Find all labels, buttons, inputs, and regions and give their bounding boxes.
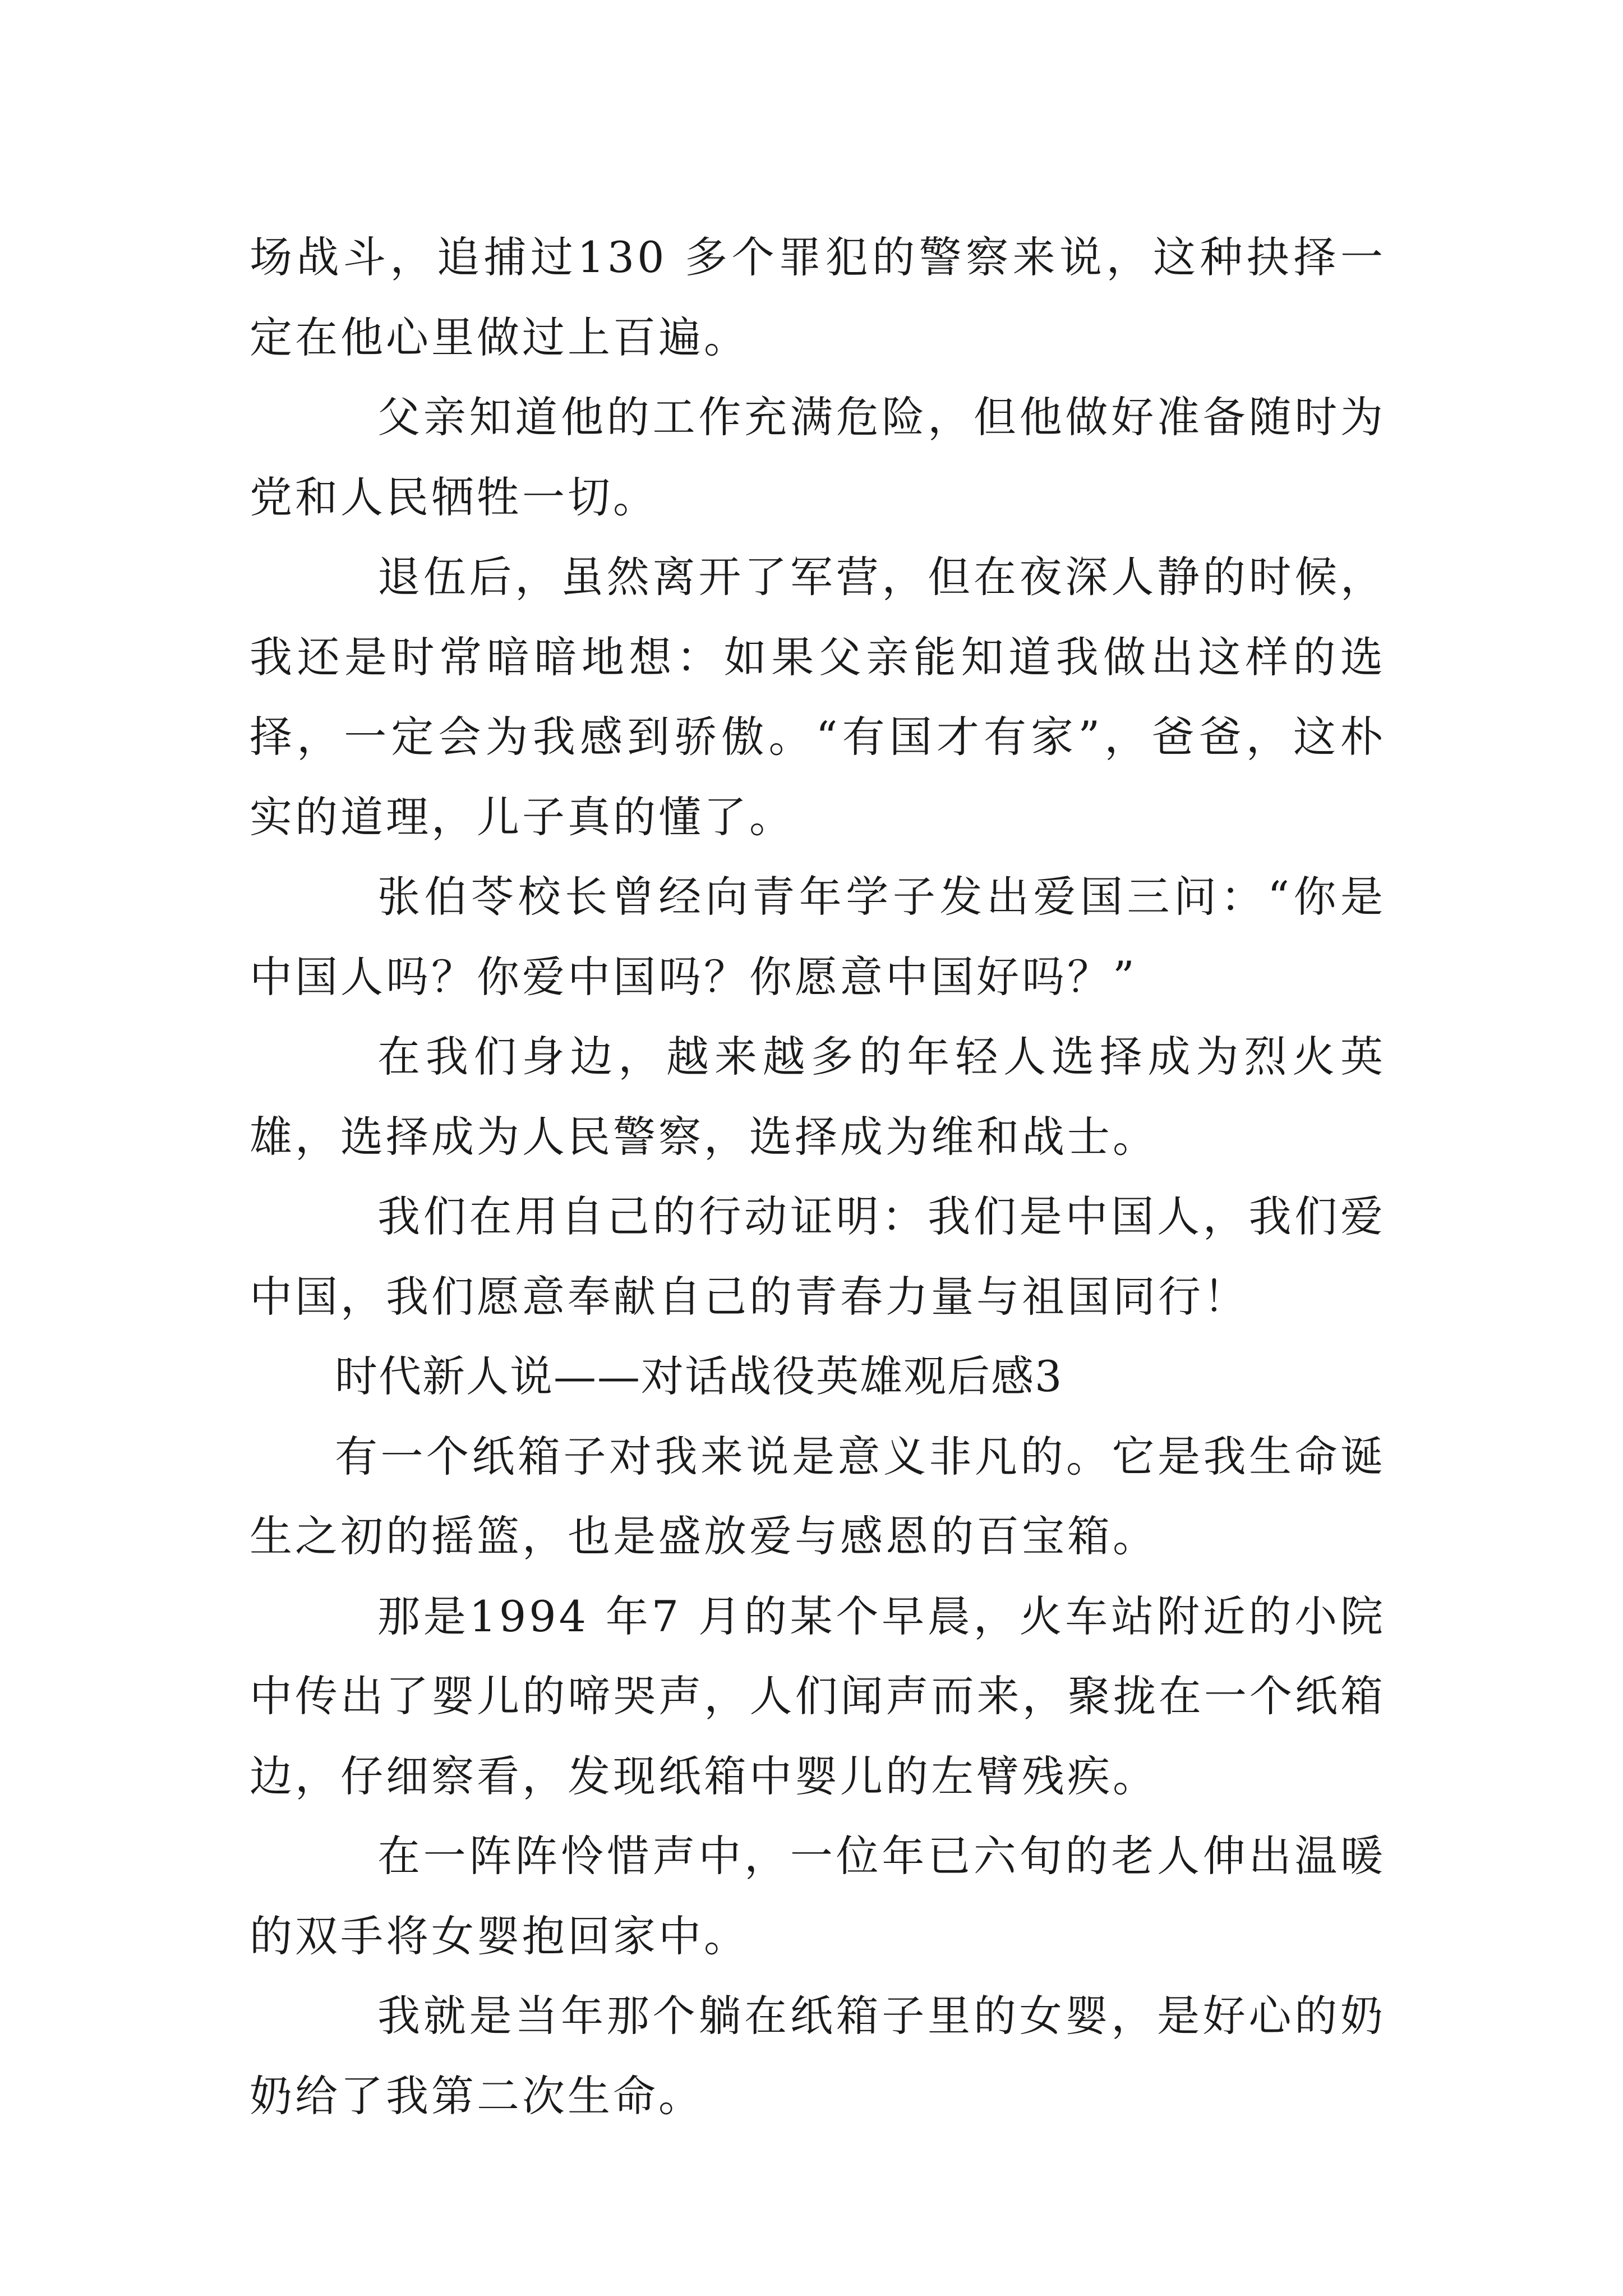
- paragraph: 父亲知道他的工作充满危险，但他做好准备随时为党和人民牺牲一切。: [250, 392, 1386, 522]
- body-text: [250, 218, 1386, 2136]
- paragraph: 场战斗，追捕过130 多个罪犯的警察来说，这种抉择一定在他心里做过上百遍。: [250, 232, 1386, 362]
- section-heading: 时代新人说——对话战役英雄观后感3: [335, 1351, 1063, 1401]
- paragraph: 我们在用自己的行动证明：我们是中国人，我们爱中国，我们愿意奉献自己的青春力量与祖国同行！: [250, 1191, 1386, 1322]
- paragraph: 那是1994 年7 月的某个早晨，火车站附近的小院中传出了婴儿的啼哭声，人们闻声而来，聚拢在一个纸箱边，仔细察看，发现纸箱中婴儿的左臂残疾。: [250, 1591, 1386, 1801]
- paragraph: 有一个纸箱子对我来说是意义非凡的。它是我生命诞生之初的摇篮，也是盛放爱与感恩的百宝箱。: [250, 1431, 1386, 1561]
- paragraph: 在一阵阵怜惜声中，一位年已六旬的老人伸出温暖的双手将女婴抱回家中。: [250, 1831, 1386, 1961]
- paragraph: 退伍后，虽然离开了军营，但在夜深人静的时候，我还是时常暗暗地想：如果父亲能知道我做出这样的选择，一定会为我感到骄傲。“有国才有家”，爸爸，这朴实的道理，儿子真的懂了。: [250, 552, 1386, 842]
- paragraph: 张伯苓校长曾经向青年学子发出爱国三问：“你是中国人吗？你爱中国吗？你愿意中国好吗？”: [250, 872, 1386, 1002]
- paragraph: 我就是当年那个躺在纸箱子里的女婴，是好心的奶奶给了我第二次生命。: [250, 1991, 1386, 2121]
- paragraph: 在我们身边，越来越多的年轻人选择成为烈火英雄，选择成为人民警察，选择成为维和战士。: [250, 1032, 1386, 1162]
